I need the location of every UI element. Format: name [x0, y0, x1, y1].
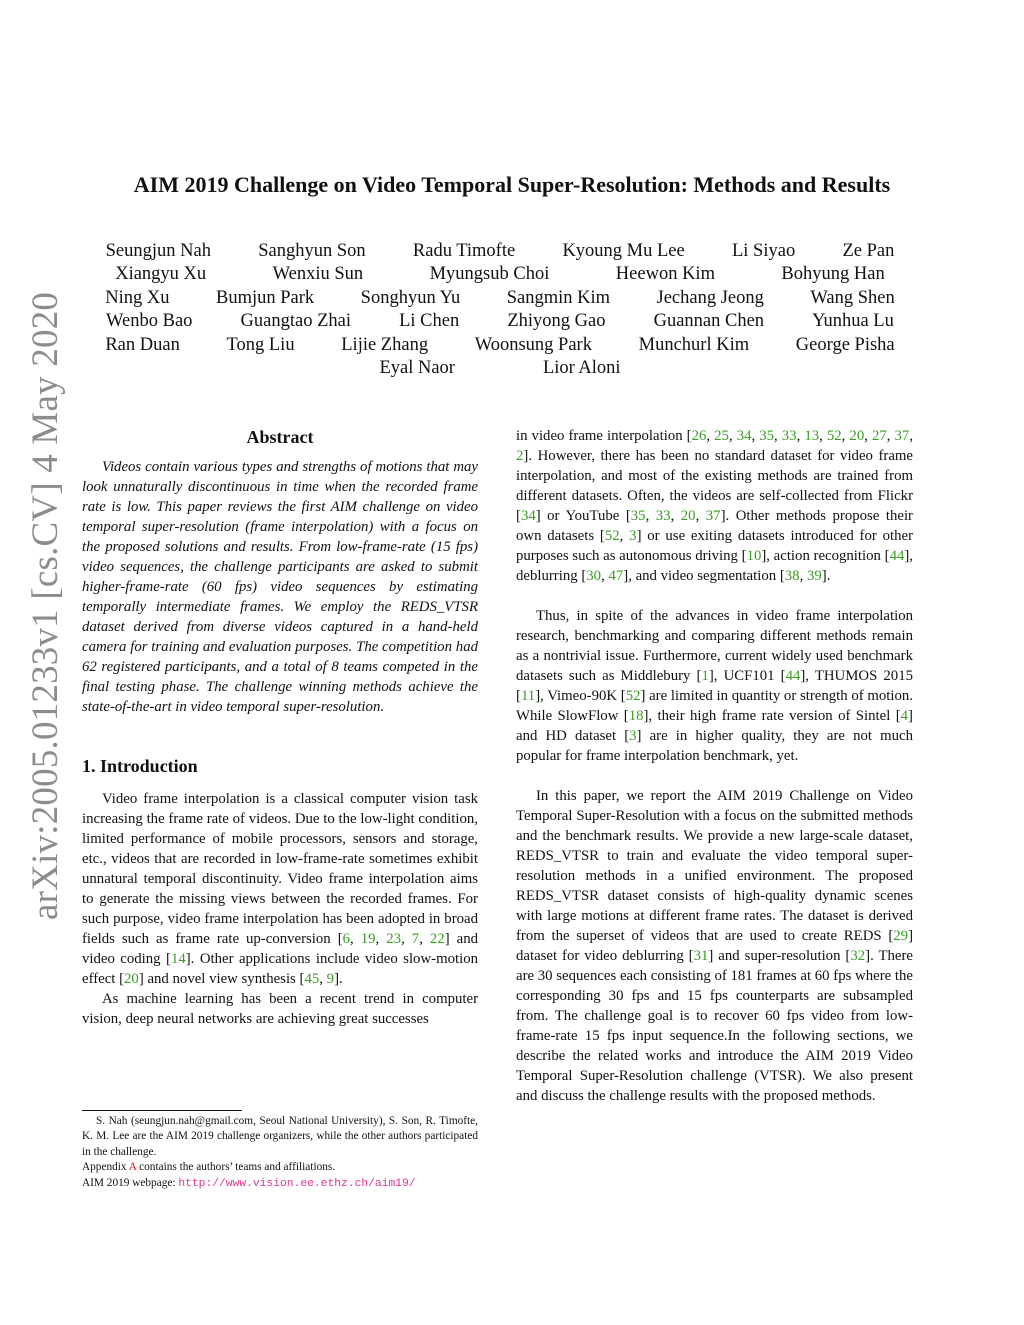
citation-link[interactable]: 1	[701, 668, 709, 684]
intro-paragraph-2	[82, 989, 478, 1029]
footnote-divider	[82, 1110, 242, 1111]
author-name: Sangmin Kim	[506, 287, 610, 308]
author-name: Woonsung Park	[474, 334, 592, 355]
paper-title: AIM 2019 Challenge on Video Temporal Super-Resolution: Methods and Results	[133, 172, 891, 197]
citation-link[interactable]: 35	[630, 508, 646, 524]
author-name: Wang Shen	[810, 287, 895, 308]
paragraph-text: ,	[401, 931, 412, 947]
footnote-webpage	[82, 1176, 478, 1192]
author-name: Ze Pan	[842, 241, 895, 261]
author-name: Li Siyao	[731, 241, 796, 261]
paragraph-text: ], UCF101 [	[708, 668, 786, 684]
paragraph-text: ], their high frame rate version of Sintel [	[643, 708, 901, 724]
author-row	[82, 240, 918, 263]
author-name: Sanghyun Son	[258, 241, 366, 261]
citation-link[interactable]: 44	[889, 548, 905, 564]
paragraph-text: ,	[375, 931, 387, 947]
citation-link[interactable]: 37	[705, 508, 721, 524]
section-heading-introduction: 1. Introduction	[82, 756, 198, 776]
paragraph-text: ,	[728, 428, 737, 444]
paragraph-text: ]. Other applications include video slow-motion effect [	[82, 951, 478, 987]
author-name: Radu Timofte	[412, 241, 516, 261]
citation-link[interactable]: 10	[746, 548, 762, 564]
paragraph-text: ,	[419, 931, 430, 947]
citation-link[interactable]: 25	[714, 428, 729, 444]
author-name: Bohyung Han	[781, 264, 885, 285]
citation-link[interactable]: 23	[386, 931, 402, 947]
paragraph-text: ].	[334, 971, 343, 987]
right-paragraph-2	[516, 606, 913, 766]
paragraph-text: ,	[695, 508, 706, 524]
appendix-suffix: contains the authors’ teams and affiliations.	[136, 1161, 336, 1174]
abstract-text: Videos contain various types and strengths of motions that may look unnaturally discontinuous in time when the recorded frame rate is low. This paper reviews the first AIM challenge on video temporal super-resolution (frame interpolation) with a focus on the proposed solutions and results. From low-frame-rate (15 fps) video sequences, the challenge participants are asked to submit higher-frame-rate (60 fps) video sequences by estimating temporally intermediate frames. We employ the REDS_VTSR dataset derived from diverse videos captured in a hand-held camera for training and evaluation purposes. The competition had 62 registered participants, and a total of 8 teams competed in the final testing phase. The challenge winning methods achieve the state-of-the-art in video temporal super-resolution.	[82, 459, 478, 715]
paragraph-text: ,	[796, 428, 805, 444]
citation-link[interactable]: 44	[785, 668, 801, 684]
footnote	[82, 1114, 478, 1192]
citation-link[interactable]: 33	[781, 428, 797, 444]
citation-link[interactable]: 45	[304, 971, 320, 987]
citation-link[interactable]: 4	[900, 708, 909, 724]
paragraph-text: As machine learning has been a recent trend in computer vision, deep neural networks are achieving great successes	[82, 991, 478, 1027]
paragraph-text: In this paper, we report the AIM 2019 Challenge on Video Temporal Super-Resolution with a focus on the submitted methods and the benchmark results. We provide a new large-scale dataset, REDS_VTSR to train and evaluate the video temporal super-resolution methods in a unified environment. The proposed REDS_VTSR dataset consists of high-quality dynamic scenes with large motions at different frame rates. The dataset is derived from the superset of videos that are used to create REDS [	[516, 788, 913, 944]
webpage-link[interactable]: http://www.vision.ee.ethz.ch/aim19/	[178, 1177, 416, 1190]
citation-link[interactable]: 14	[170, 951, 186, 967]
citation-link[interactable]: 13	[804, 428, 820, 444]
citation-link[interactable]: 29	[893, 928, 909, 944]
paragraph-text: ] and novel view synthesis [	[138, 971, 305, 987]
citation-link[interactable]: 26	[691, 428, 707, 444]
author-name: Lior Aloni	[542, 357, 621, 378]
paragraph-text: Thus, in spite of the advances in video frame interpolation research, benchmarking and comparing different methods remain as a nontrivial issue. Furthermore, current widely used benchmark datasets such as Middlebury [	[516, 608, 913, 684]
citation-link[interactable]: 52	[604, 528, 620, 544]
author-name: Seungjun Nah	[105, 241, 211, 261]
paragraph-text: ,	[864, 428, 872, 444]
paragraph-text: ]. Other methods propose their own datasets [	[516, 508, 913, 544]
citation-link[interactable]: 33	[655, 508, 671, 524]
author-name: Wenbo Bao	[106, 311, 193, 332]
author-name: Yunhua Lu	[812, 311, 894, 332]
paragraph-text: ,	[350, 931, 361, 947]
citation-link[interactable]: 3	[629, 728, 637, 744]
author-name: Guannan Chen	[653, 311, 765, 332]
appendix-link[interactable]: A	[128, 1161, 137, 1174]
citation-link[interactable]: 7	[411, 931, 420, 947]
paragraph-text: ,	[751, 428, 760, 444]
author-name: Guangtao Zhai	[240, 311, 351, 332]
citation-link[interactable]: 6	[342, 931, 351, 947]
footnote-organizers: S. Nah (seungjun.nah@gmail.com, Seoul National University), S. Son, R. Timofte, K. M. Lee are the AIM 2019 challenge organizers, while the other authors participated in the challenge.	[82, 1115, 478, 1158]
citation-link[interactable]: 37	[894, 428, 910, 444]
paragraph-text: ,	[909, 428, 914, 444]
paragraph-text: ]. There are 30 sequences each consisting of 181 frames at 60 fps where the corresponding 30 fps and 15 fps counterparts are subsampled from. The challenge goal is to recover 60 fps video from low-frame-rate 15 fps input sequence.In the following sections, we describe the related works and introduce the AIM 2019 Video Temporal Super-Resolution challenge (VTSR). We also present and discuss the challenge results with the proposed methods.	[516, 948, 913, 1104]
paragraph-text: ] and HD dataset [	[516, 708, 913, 744]
paragraph-text: Video frame interpolation is a classical computer vision task increasing the frame rate of videos. Due to the low-light condition, limited performance of mobile processors, sensors and storage, etc., videos that are recorded in low-frame-rate sometimes exhibit unnatural temporal discontinuity. Video frame interpolation aims to generate the missing views between the recorded frames. For such purpose, video frame interpolation has been adopted in broad fields such as frame rate up-conversion [	[82, 791, 478, 947]
paragraph-text: ,	[645, 508, 656, 524]
intro-paragraph-1	[82, 789, 478, 989]
paragraph-text: ], THUMOS 2015 [	[516, 668, 913, 704]
citation-link[interactable]: 47	[608, 568, 624, 584]
paragraph-text: ] or YouTube [	[535, 508, 631, 524]
paragraph-text: ] are limited in quantity or strength of motion. While SlowFlow [	[516, 688, 913, 724]
paragraph-text: ] dataset for video deblurring [	[516, 928, 913, 964]
author-name: Li Chen	[399, 311, 460, 332]
author-name: Lijie Zhang	[341, 334, 429, 355]
citation-link[interactable]: 9	[326, 971, 335, 987]
citation-link[interactable]: 39	[806, 568, 822, 584]
citation-link[interactable]: 20	[849, 428, 865, 444]
paragraph-text: ,	[886, 428, 895, 444]
citation-link[interactable]: 20	[124, 971, 139, 987]
paragraph-text: ,	[619, 528, 630, 544]
paragraph-text: ,	[819, 428, 827, 444]
citation-link[interactable]: 38	[784, 568, 800, 584]
author-row	[82, 357, 918, 380]
paragraph-text: ], Vimeo-90K [	[535, 688, 626, 704]
citation-link[interactable]: 3	[629, 528, 637, 544]
appendix-prefix: Appendix	[82, 1161, 129, 1174]
citation-link[interactable]: 34	[736, 428, 752, 444]
author-name: Heewon Kim	[615, 264, 715, 285]
citation-link[interactable]: 35	[759, 428, 775, 444]
citation-link[interactable]: 30	[586, 568, 602, 584]
paragraph-text: ,	[841, 428, 850, 444]
paragraph-text: ], action recognition [	[761, 548, 890, 564]
author-list	[82, 240, 918, 380]
citation-link[interactable]: 32	[850, 948, 866, 964]
author-name: Myungsub Choi	[429, 264, 550, 285]
footnote-appendix	[82, 1160, 478, 1175]
arxiv-identifier: arXiv:2005.01233v1 [cs.CV] 4 May 2020	[25, 291, 66, 920]
citation-link[interactable]: 19	[360, 931, 376, 947]
author-name: Wenxiu Sun	[272, 264, 364, 285]
author-name: Jechang Jeong	[656, 287, 764, 308]
paragraph-text: in video frame interpolation [	[516, 428, 692, 444]
paragraph-text: ,	[774, 428, 782, 444]
author-row	[82, 334, 918, 357]
citation-link[interactable]: 11	[520, 688, 536, 704]
left-column	[82, 426, 478, 1029]
author-name: Bumjun Park	[216, 287, 315, 308]
right-paragraph-1	[516, 426, 913, 586]
citation-link[interactable]: 22	[429, 931, 445, 947]
author-name: George Pisha	[795, 334, 895, 355]
paragraph-text: ] are in higher quality, they are not much popular for frame interpolation benchmark, yet.	[516, 728, 913, 764]
paragraph-text: ]. However, there has been no standard dataset for video frame interpolation, and most of the existing methods are trained from different datasets. Often, the videos are self-collected from Flickr [	[516, 448, 913, 524]
paragraph-text: ,	[799, 568, 807, 584]
citation-link[interactable]: 2	[516, 448, 524, 464]
paragraph-text: ] and super-resolution [	[708, 948, 851, 964]
author-name: Munchurl Kim	[638, 334, 750, 355]
citation-link[interactable]: 34	[520, 508, 536, 524]
citation-link[interactable]: 18	[628, 708, 644, 724]
paragraph-text: ,	[601, 568, 609, 584]
author-name: Kyoung Mu Lee	[562, 241, 685, 261]
paragraph-text: ], and video segmentation [	[623, 568, 785, 584]
author-name: Songhyun Yu	[360, 287, 461, 308]
citation-link[interactable]: 31	[693, 948, 709, 964]
author-name: Zhiyong Gao	[507, 311, 606, 332]
author-row	[82, 287, 918, 310]
author-row	[82, 310, 918, 333]
author-name: Ning Xu	[105, 287, 170, 308]
paragraph-text: ,	[319, 971, 327, 987]
webpage-label: AIM 2019 webpage:	[82, 1176, 179, 1189]
paragraph-text: ].	[821, 568, 831, 584]
paragraph-text: ], deblurring [	[516, 548, 913, 584]
citation-link[interactable]: 20	[680, 508, 696, 524]
author-row	[82, 263, 918, 286]
paragraph-text: ] or use exiting datasets introduced for other purposes such as autonomous driving [	[516, 528, 913, 564]
right-column	[516, 426, 913, 1106]
paragraph-text: ,	[670, 508, 681, 524]
citation-link[interactable]: 52	[826, 428, 842, 444]
author-name: Ran Duan	[105, 334, 180, 355]
citation-link[interactable]: 52	[625, 688, 641, 704]
author-name: Xiangyu Xu	[115, 264, 207, 285]
author-name: Tong Liu	[226, 334, 295, 355]
abstract-heading: Abstract	[246, 427, 314, 447]
paragraph-text: ,	[706, 428, 715, 444]
author-name: Eyal Naor	[379, 357, 455, 378]
paragraph-text: ] and video coding [	[82, 931, 479, 967]
right-paragraph-3	[516, 786, 913, 1106]
citation-link[interactable]: 27	[871, 428, 887, 444]
